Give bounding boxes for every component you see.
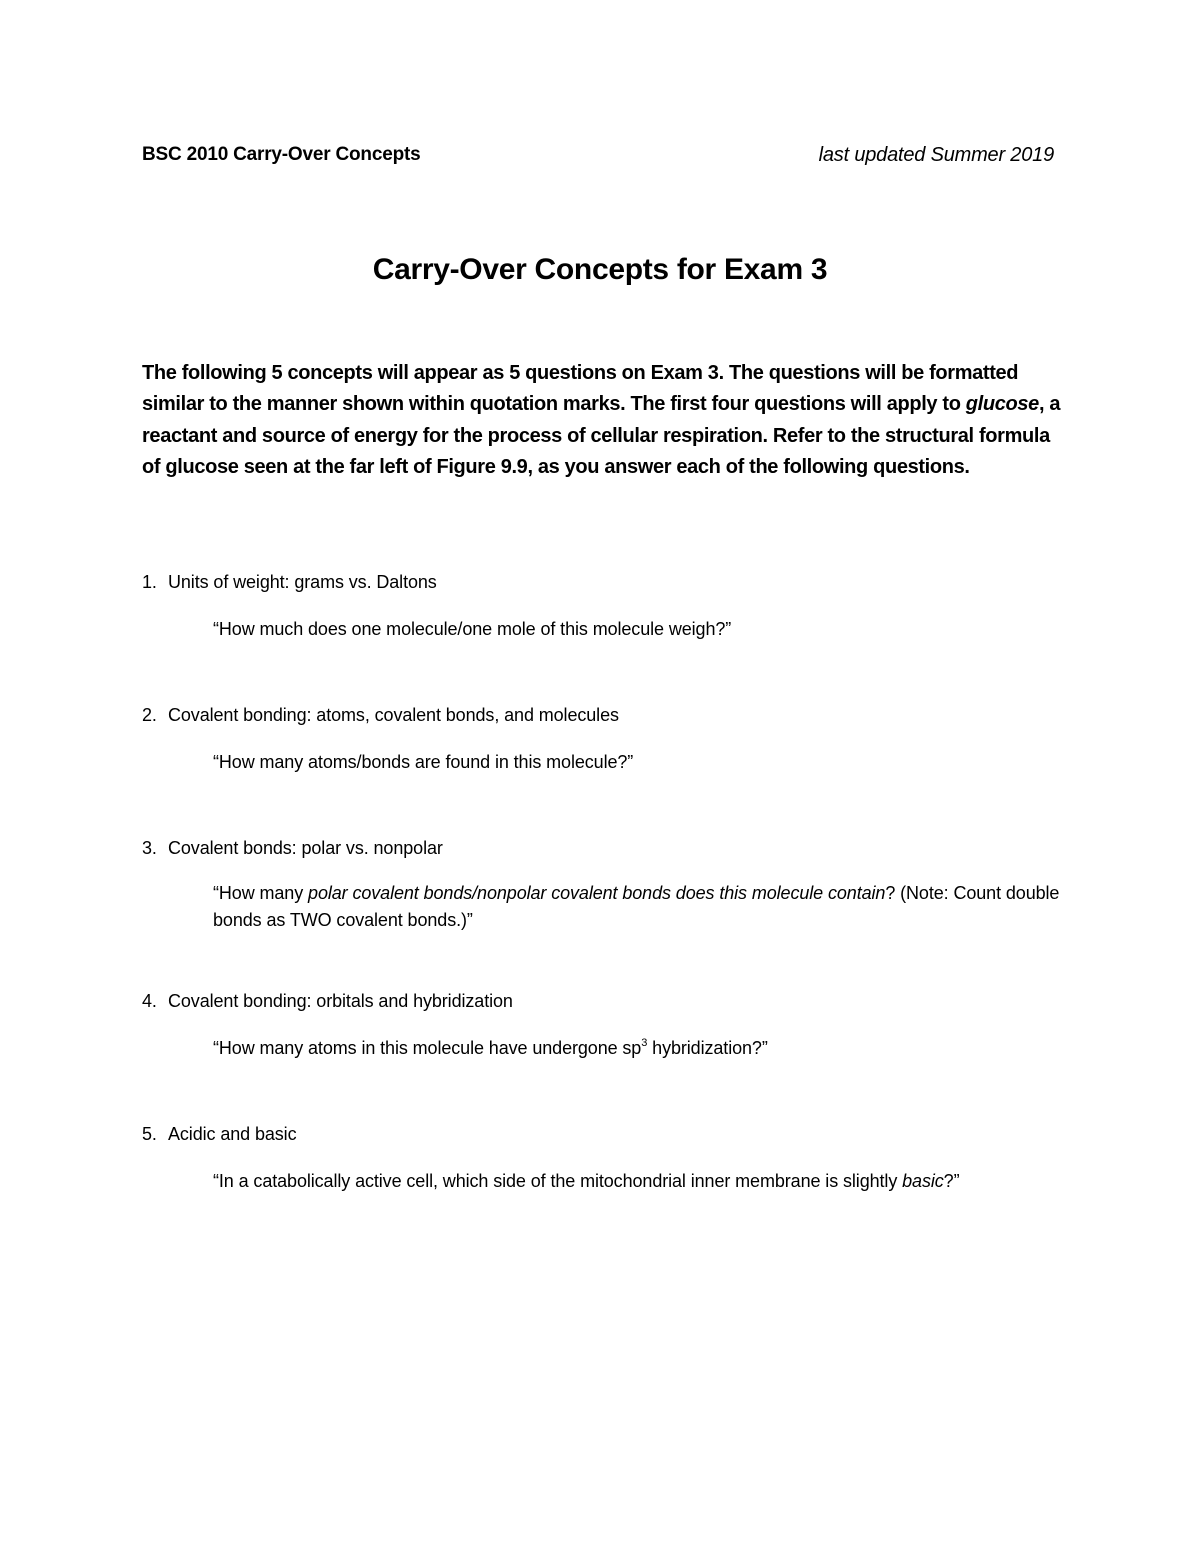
concept-number: 2. <box>142 705 157 725</box>
last-updated-note: last updated Summer 2019 <box>818 144 1054 166</box>
concept-number: 1. <box>142 572 157 592</box>
question-text-part: “How many <box>213 883 309 903</box>
question-text-part: “In a catabolically active cell, which side of the mitochondrial inner membrane is slightly <box>213 1171 903 1191</box>
question-italic-text: polar covalent bonds/nonpolar covalent bonds does this molecule contain <box>308 883 886 903</box>
question-text-part: hybridization?” <box>647 1038 768 1058</box>
concept-number: 4. <box>142 991 157 1011</box>
intro-paragraph <box>142 358 1062 483</box>
concept-heading-text: Covalent bonds: polar vs. nonpolar <box>168 838 443 858</box>
concept-heading <box>142 705 619 726</box>
concept-heading <box>142 838 443 859</box>
course-header: BSC 2010 Carry-Over Concepts <box>142 144 421 165</box>
concept-heading-text: Covalent bonding: orbitals and hybridization <box>168 991 513 1011</box>
question-text-part: ?” <box>943 1171 960 1191</box>
superscript-3: 3 <box>641 1037 648 1049</box>
intro-glucose-term: glucose <box>965 393 1039 416</box>
question-text-part: ? (Note: Count double bonds as TWO covalent bonds.)” <box>213 883 1060 930</box>
concept-heading-text: Covalent bonding: atoms, covalent bonds, and molecules <box>168 705 619 725</box>
intro-text-part1: The following 5 concepts will appear as 5 questions on Exam 3. The questions will be formatted similar to the manner shown within quotation marks. The first four questions will apply to <box>142 362 1019 416</box>
question-text-part: “How many atoms in this molecule have undergone sp <box>213 1038 642 1058</box>
concept-question <box>213 1035 1073 1062</box>
concept-heading <box>142 991 513 1012</box>
concept-question: “How much does one molecule/one mole of this molecule weigh?” <box>213 619 732 639</box>
concept-heading-text: Acidic and basic <box>168 1124 297 1144</box>
concept-question <box>213 880 1073 934</box>
concept-heading <box>142 572 437 593</box>
concept-number: 3. <box>142 838 157 858</box>
intro-text-part2: , a reactant and source of energy for the process of cellular respiration. Refer to the structural formula of glucose seen at the far left of Figure 9.9, as you answer each of the following questions. <box>142 393 1061 478</box>
question-italic-text: basic <box>902 1171 944 1191</box>
concept-question: “How many atoms/bonds are found in this molecule?” <box>213 752 634 772</box>
concept-heading-text: Units of weight: grams vs. Daltons <box>168 572 437 592</box>
page-title: Carry-Over Concepts for Exam 3 <box>372 253 828 286</box>
concept-number: 5. <box>142 1124 157 1144</box>
concept-question <box>213 1168 1073 1195</box>
concept-heading <box>142 1124 296 1145</box>
